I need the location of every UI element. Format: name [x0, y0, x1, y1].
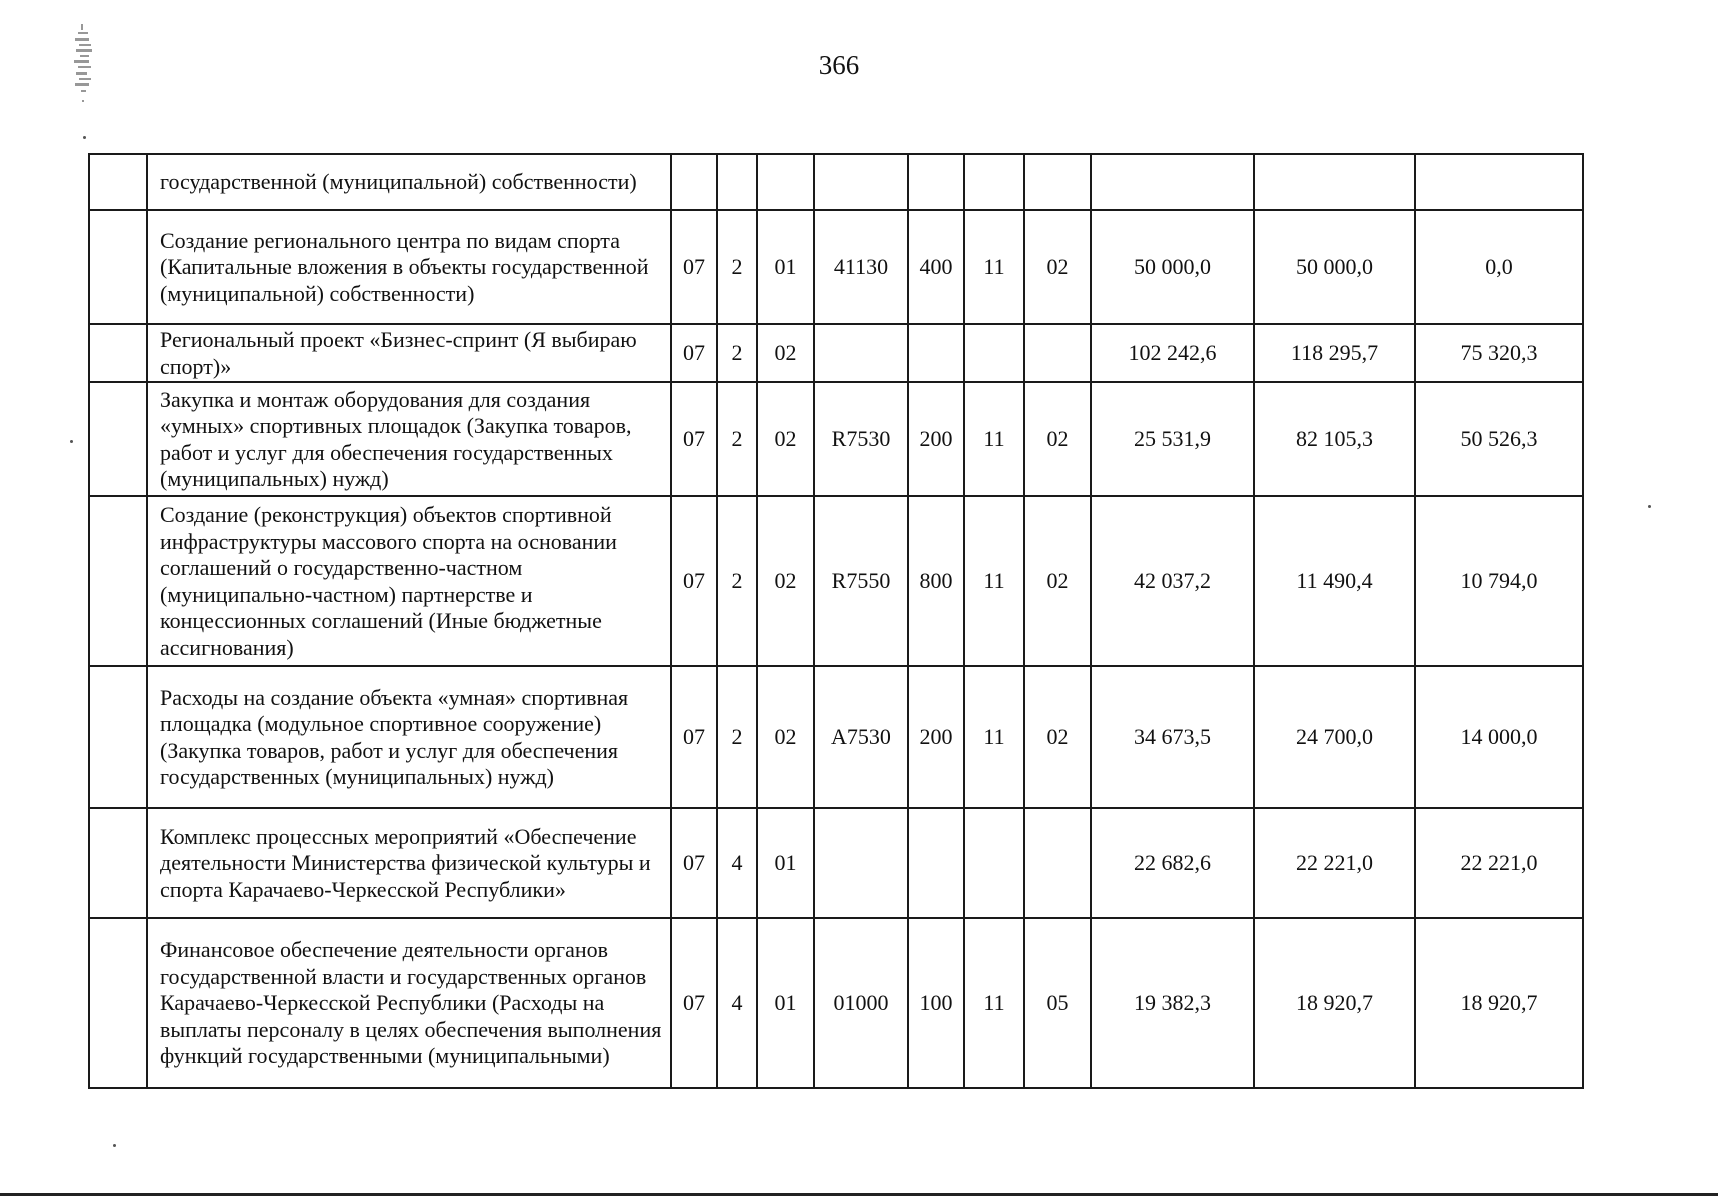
subsection-code-cell: 02	[1024, 210, 1091, 324]
direction-code-cell: A7530	[814, 666, 908, 808]
direction-code-cell: R7530	[814, 382, 908, 496]
description-cell: Создание (реконструкция) объектов спортивной инфраструктуры массового спорта на основании соглашений о государственно-частном (муниципально-частном) партнерстве и концессионных соглашений (Иные бюджетные ассигнования)	[147, 496, 671, 666]
description-cell: Финансовое обеспечение деятельности органов государственной власти и государственных органов Карачаево-Черкесской Республики (Расходы на выплаты персоналу в целях обеспечения выполнения функций государственными (муниципальными)	[147, 918, 671, 1088]
description-cell: государственной (муниципальной) собственности)	[147, 154, 671, 210]
amount-year3-cell: 0,0	[1415, 210, 1583, 324]
scan-bottom-edge	[0, 1193, 1718, 1196]
table-row	[89, 382, 1583, 496]
subsection-code-cell	[1024, 808, 1091, 918]
event-cell: 02	[757, 666, 814, 808]
section-code-cell	[964, 154, 1024, 210]
section-cell: 07	[671, 496, 717, 666]
amount-year1-cell: 102 242,6	[1091, 324, 1254, 382]
subsection-code-cell: 05	[1024, 918, 1091, 1088]
table-row	[89, 808, 1583, 918]
section-code-cell: 11	[964, 210, 1024, 324]
section-cell: 07	[671, 324, 717, 382]
amount-year2-cell: 118 295,7	[1254, 324, 1415, 382]
expense-type-cell: 400	[908, 210, 964, 324]
section-code-cell: 11	[964, 666, 1024, 808]
description-cell: Создание регионального центра по видам спорта (Капитальные вложения в объекты государственной (муниципальной) собственности)	[147, 210, 671, 324]
section-cell: 07	[671, 210, 717, 324]
direction-code-cell	[814, 154, 908, 210]
subsection-code-cell	[1024, 154, 1091, 210]
subprogram-cell	[717, 154, 757, 210]
amount-year2-cell: 24 700,0	[1254, 666, 1415, 808]
amount-year1-cell	[1091, 154, 1254, 210]
stray-dot	[113, 1144, 116, 1147]
index-cell	[89, 666, 147, 808]
table-row	[89, 324, 1583, 382]
stray-dot	[70, 440, 73, 443]
section-cell	[671, 154, 717, 210]
amount-year3-cell: 14 000,0	[1415, 666, 1583, 808]
expense-type-cell: 200	[908, 666, 964, 808]
subsection-code-cell: 02	[1024, 382, 1091, 496]
index-cell	[89, 154, 147, 210]
index-cell	[89, 382, 147, 496]
expense-type-cell: 100	[908, 918, 964, 1088]
section-code-cell	[964, 808, 1024, 918]
table-row	[89, 918, 1583, 1088]
direction-code-cell: R7550	[814, 496, 908, 666]
section-code-cell: 11	[964, 918, 1024, 1088]
amount-year2-cell: 50 000,0	[1254, 210, 1415, 324]
expense-type-cell	[908, 808, 964, 918]
amount-year2-cell	[1254, 154, 1415, 210]
event-cell: 02	[757, 382, 814, 496]
subprogram-cell: 2	[717, 496, 757, 666]
index-cell	[89, 324, 147, 382]
page-number: 366	[818, 50, 860, 80]
subprogram-cell: 4	[717, 918, 757, 1088]
section-code-cell: 11	[964, 382, 1024, 496]
description-cell: Комплекс процессных мероприятий «Обеспечение деятельности Министерства физической культуры и спорта Карачаево-Черкесской Республики»	[147, 808, 671, 918]
subprogram-cell: 2	[717, 666, 757, 808]
amount-year1-cell: 22 682,6	[1091, 808, 1254, 918]
event-cell: 01	[757, 918, 814, 1088]
stray-dot	[1648, 505, 1651, 508]
table-row	[89, 154, 1583, 210]
subprogram-cell: 2	[717, 210, 757, 324]
amount-year3-cell: 50 526,3	[1415, 382, 1583, 496]
event-cell: 01	[757, 808, 814, 918]
description-cell: Расходы на создание объекта «умная» спортивная площадка (модульное спортивное сооружение) (Закупка товаров, работ и услуг для обеспечения государственных (муниципальных) нужд)	[147, 666, 671, 808]
section-code-cell	[964, 324, 1024, 382]
subprogram-cell: 2	[717, 382, 757, 496]
event-cell	[757, 154, 814, 210]
scan-artifact	[70, 22, 96, 104]
direction-code-cell	[814, 808, 908, 918]
index-cell	[89, 918, 147, 1088]
direction-code-cell: 41130	[814, 210, 908, 324]
direction-code-cell	[814, 324, 908, 382]
index-cell	[89, 808, 147, 918]
amount-year3-cell: 22 221,0	[1415, 808, 1583, 918]
amount-year2-cell: 11 490,4	[1254, 496, 1415, 666]
description-cell: Региональный проект «Бизнес-спринт (Я выбираю спорт)»	[147, 324, 671, 382]
subsection-code-cell: 02	[1024, 666, 1091, 808]
section-cell: 07	[671, 808, 717, 918]
subprogram-cell: 2	[717, 324, 757, 382]
expense-type-cell: 800	[908, 496, 964, 666]
amount-year2-cell: 18 920,7	[1254, 918, 1415, 1088]
index-cell	[89, 210, 147, 324]
subsection-code-cell: 02	[1024, 496, 1091, 666]
event-cell: 02	[757, 324, 814, 382]
amount-year1-cell: 42 037,2	[1091, 496, 1254, 666]
table-row	[89, 666, 1583, 808]
table-row	[89, 210, 1583, 324]
amount-year1-cell: 25 531,9	[1091, 382, 1254, 496]
subsection-code-cell	[1024, 324, 1091, 382]
amount-year2-cell: 82 105,3	[1254, 382, 1415, 496]
table-row	[89, 496, 1583, 666]
section-code-cell: 11	[964, 496, 1024, 666]
expense-type-cell	[908, 154, 964, 210]
subprogram-cell: 4	[717, 808, 757, 918]
amount-year3-cell: 10 794,0	[1415, 496, 1583, 666]
expense-type-cell	[908, 324, 964, 382]
direction-code-cell: 01000	[814, 918, 908, 1088]
section-cell: 07	[671, 918, 717, 1088]
event-cell: 01	[757, 210, 814, 324]
stray-dot	[83, 136, 86, 139]
amount-year3-cell	[1415, 154, 1583, 210]
section-cell: 07	[671, 382, 717, 496]
amount-year1-cell: 34 673,5	[1091, 666, 1254, 808]
event-cell: 02	[757, 496, 814, 666]
index-cell	[89, 496, 147, 666]
amount-year1-cell: 19 382,3	[1091, 918, 1254, 1088]
description-cell: Закупка и монтаж оборудования для создания «умных» спортивных площадок (Закупка товаров, работ и услуг для обеспечения государственных (муниципальных) нужд)	[147, 382, 671, 496]
amount-year1-cell: 50 000,0	[1091, 210, 1254, 324]
expense-type-cell: 200	[908, 382, 964, 496]
section-cell: 07	[671, 666, 717, 808]
amount-year3-cell: 75 320,3	[1415, 324, 1583, 382]
amount-year3-cell: 18 920,7	[1415, 918, 1583, 1088]
amount-year2-cell: 22 221,0	[1254, 808, 1415, 918]
budget-table	[88, 153, 1584, 1089]
